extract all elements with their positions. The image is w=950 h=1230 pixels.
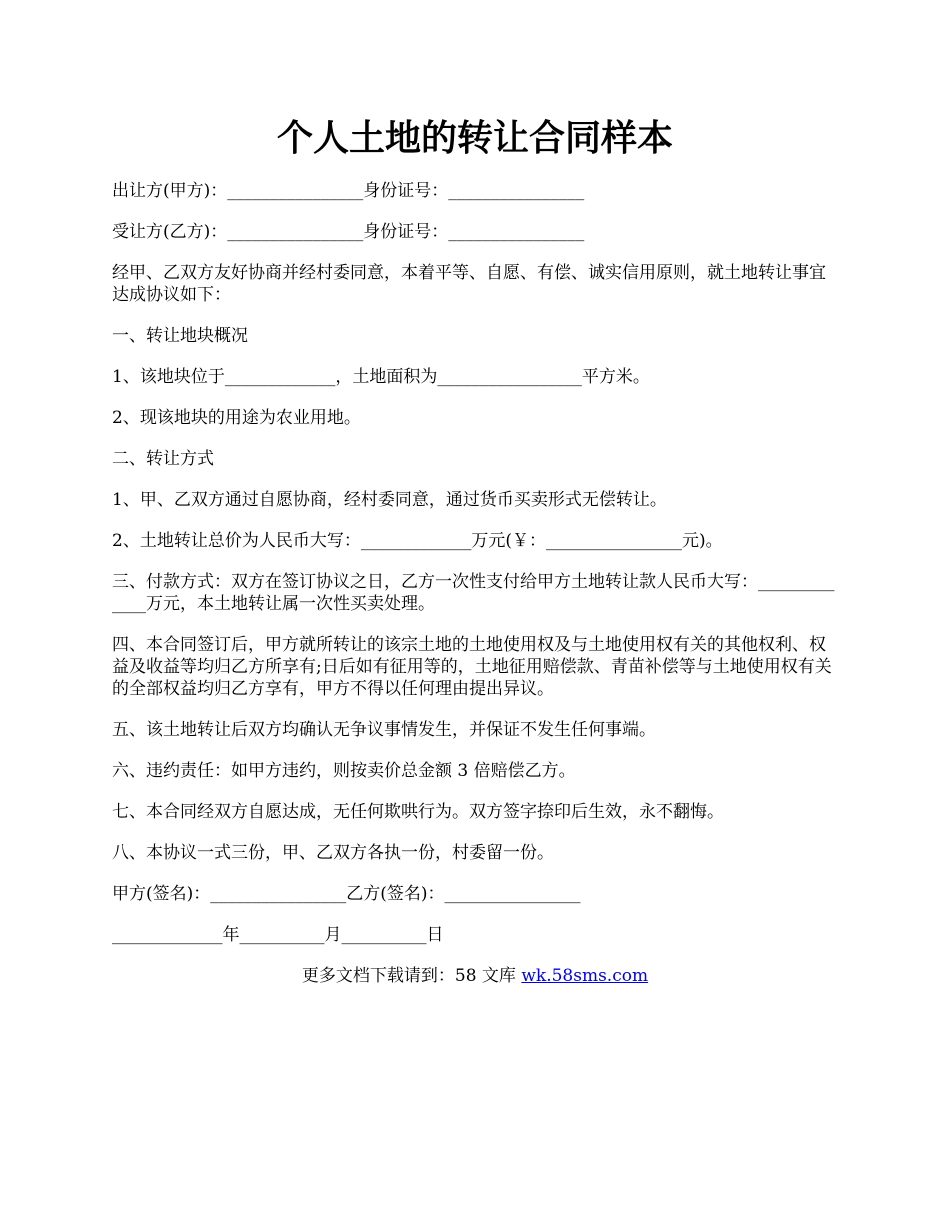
party-b-line: 受让方(乙方)：________________身份证号：________________ — [112, 222, 585, 242]
date-line: _____________年__________月__________日 — [112, 925, 444, 945]
signature-line: 甲方(签名)：________________乙方(签名)：________________ — [112, 884, 581, 904]
clause-payment: 三、付款方式：双方在签订协议之日，乙方一次性支付给甲方土地转让款人民币大写：_____________万元，本土地转让属一次性买卖处理。 — [112, 572, 835, 614]
footer-link[interactable]: wk.58sms.com — [521, 966, 649, 986]
section-heading-2: 二、转让方式 — [112, 449, 214, 469]
preamble-paragraph: 经甲、乙双方友好协商并经村委同意，本着平等、自愿、有偿、诚实信用原则，就土地转让事宜达成协议如下： — [112, 263, 826, 305]
party-a-line: 出让方(甲方)：________________身份证号：________________ — [112, 181, 585, 201]
clause-2-2: 2、土地转让总价为人民币大写：_____________万元(￥：________________元)。 — [112, 531, 723, 551]
clause-2-1: 1、甲、乙双方通过自愿协商，经村委同意，通过货币买卖形式无偿转让。 — [112, 490, 667, 510]
page-title: 个人土地的转让合同样本 — [276, 117, 673, 159]
footer-text: 更多文档下载请到：58 文库 — [301, 966, 522, 986]
clause-1-1: 1、该地块位于_____________，土地面积为_________________平方米。 — [112, 367, 650, 387]
footer — [112, 965, 838, 987]
clause-1-2: 2、现该地块的用途为农业用地。 — [112, 408, 361, 428]
section-heading-1: 一、转让地块概况 — [112, 326, 248, 346]
clause-rights: 四、本合同签订后，甲方就所转让的该宗土地的土地使用权及与土地使用权有关的其他权利、权益及收益等均归乙方所享有;日后如有征用等的，土地征用赔偿款、青苗补偿等与土地使用权有关的全部权益均归乙方享有，甲方不得以任何理由提出异议。 — [112, 635, 832, 699]
clause-no-dispute: 五、该土地转让后双方均确认无争议事情发生，并保证不发生任何事端。 — [112, 720, 656, 740]
clause-voluntary: 七、本合同经双方自愿达成，无任何欺哄行为。双方签字捺印后生效，永不翻悔。 — [112, 802, 724, 822]
clause-breach: 六、违约责任：如甲方违约，则按卖价总金额 3 倍赔偿乙方。 — [112, 761, 576, 781]
clause-copies: 八、本协议一式三份，甲、乙双方各执一份，村委留一份。 — [112, 843, 554, 863]
